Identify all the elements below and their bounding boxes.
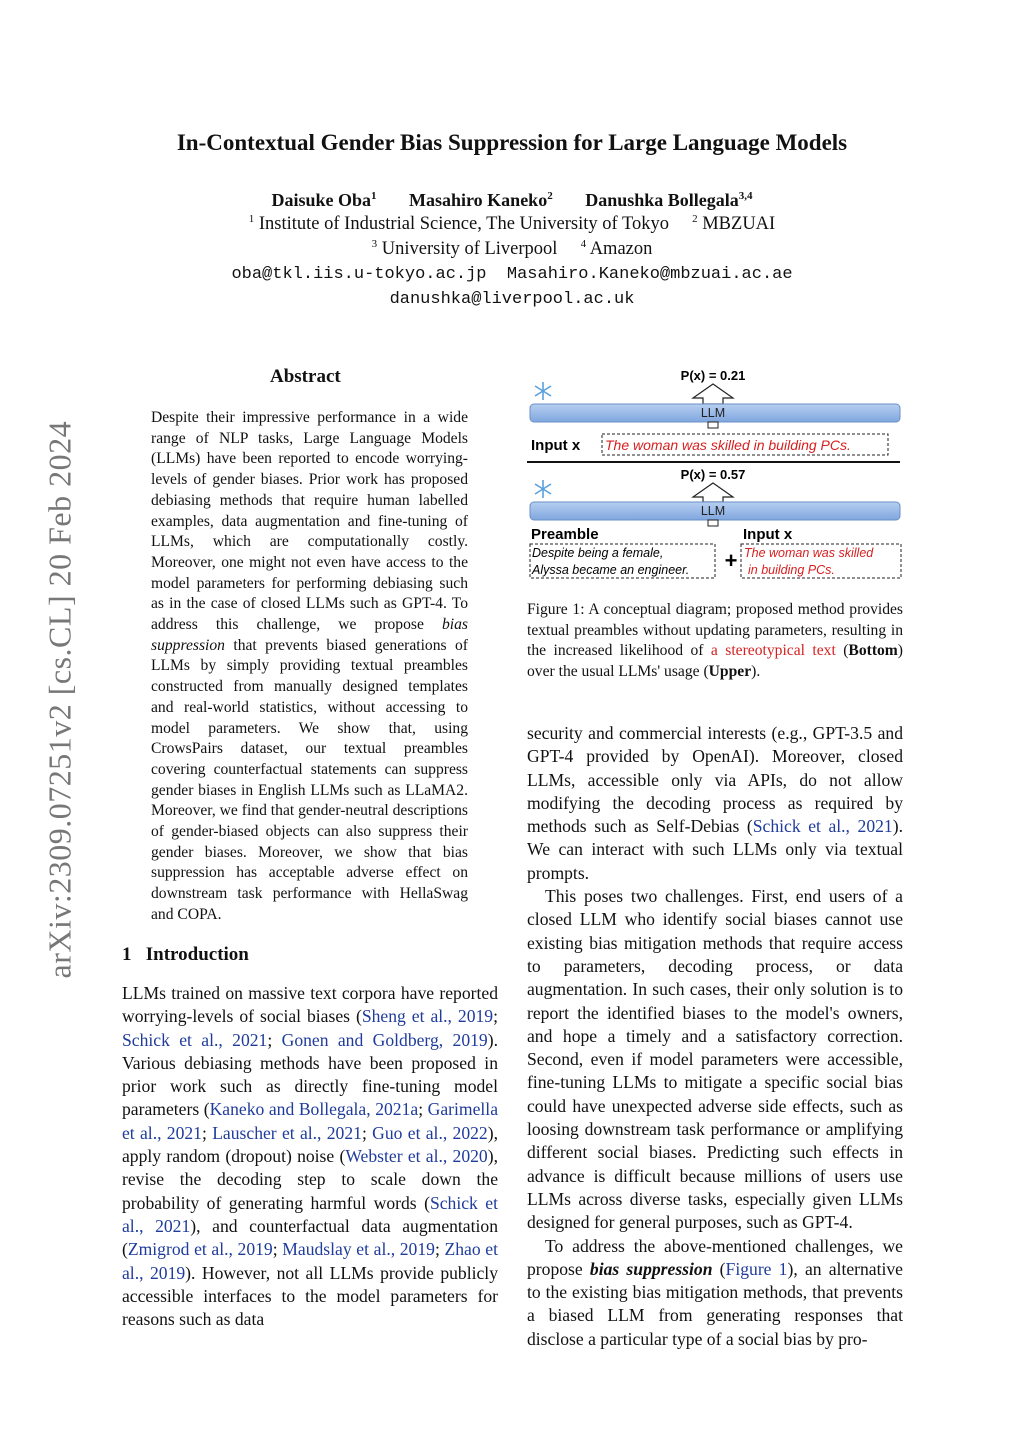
citation-link[interactable]: Zmigrod et al., 2019 <box>127 1239 273 1260</box>
abstract-body: Despite their impressive performance in a wide range of NLP tasks, Large Language Models (LLMs) have been reported to encode worrying-levels of gender biases. Prior work has proposed debiasing methods that require human labelled examples, data augmentation and fine-tuning of LLMs, which are computationally costly. Moreover, one might not even have access to the model parameters for performing debiasing such as in the case of closed LLMs such as GPT-4. To address this challenge, we propose bias suppression that prevents biased generations of LLMs by simply providing textual preambles constructed from manually designed templates and real-world statistics, without accessing to model parameters. We show that, using CrowsPairs dataset, our textual preambles covering counterfactual statements can suppress gender biases in English LLMs such as LLaMA2. Moreover, we find that gender-neutral descriptions of gender-biased objects can also suppress their gender biases. Moreover, we show that bias suppression has acceptable adverse effect on downstream task performance with HellaSwag and COPA. <box>151 409 468 923</box>
lower-probability: P(x) = 0.57 <box>680 467 746 482</box>
citation-link[interactable]: Schick et al., 2021 <box>122 1192 498 1236</box>
connector <box>708 422 718 428</box>
up-arrow-icon <box>693 384 733 404</box>
input-label: Input x <box>531 437 581 454</box>
citation-link[interactable]: Garimella et al., 2021 <box>122 1099 498 1143</box>
input-line: The woman was skilled <box>744 546 874 560</box>
paragraph: This poses two challenges. First, end users of a closed LLM who identify social biases cannot use existing bias mitigation methods that require access to parameters, decoding process, or data augmentation. In such cases, their only solution is to report the identified biases to the model's owners, and hope a timely and a satisfactory correction. Second, even if model parameters were accessible, fine-tuning LLMs to mitigate a specific social bias could have unexpected adverse side effects, such as loosing downstream task performance or amplifying different social biases. Predicting such effects in advance is difficult because millions of users use LLMs across diverse tasks, especially given LLMs designed for general purposes, such as GPT-4. <box>527 886 903 1233</box>
figure-1-diagram <box>527 364 907 589</box>
citation-link[interactable]: Lauscher et al., 2021 <box>212 1122 362 1143</box>
citation-link[interactable]: Maudslay et al., 2019 <box>282 1239 435 1260</box>
input-label: Input x <box>743 526 793 543</box>
figure-reference-link[interactable]: Figure 1 <box>725 1258 788 1279</box>
arxiv-stamp: arXiv:2309.07251v2 [cs.CL] 20 Feb 2024 <box>41 420 78 979</box>
affiliation-line-1: $^1$ Institute of Industrial Science, The University of Tokyo $^2$ MBZUAI <box>248 212 776 234</box>
author-emails[interactable]: oba@tkl.iis.u-tokyo.ac.jp Masahiro.Kaneko@mbzuai.ac.ae <box>231 265 793 284</box>
intro-paragraph: LLMs trained on massive text corpora have reported worrying-levels of social biases (Sheng et al., 2019; Schick et al., 2021; Gonen and Goldberg, 2019). Various debiasing methods have been proposed in prior work such as directly fine-tuning model parameters (Kaneko and Bollegala, 2021a; Garimella et al., 2021; Lauscher et al., 2021; Guo et al., 2022), apply random (dropout) noise (Webster et al., 2020), revise the decoding step to scale down the probability of generating harmful words (Schick et al., 2021), and counterfactual data augmentation (Zmigrod et al., 2019; Maudslay et al., 2019; Zhao et al., 2019). However, not all LLMs provide publicly accessible interfaces to the model parameters for reasons such as data <box>122 983 498 1330</box>
author: Danushka Bollegala$^{3,4}$ <box>585 190 753 210</box>
snowflake-icon <box>535 382 551 400</box>
citation-link[interactable]: Schick et al., 2021 <box>752 816 893 837</box>
paragraph: To address the above-mentioned challenges, we propose bias suppression (Figure 1), an alternative to the existing bias mitigation methods, that prevents a biased LLM from generating responses that disclose a particular type of a social bias by pro- <box>527 1235 903 1349</box>
llm-label: LLM <box>700 504 726 518</box>
author: Masahiro Kaneko$^2$ <box>409 190 553 210</box>
paragraph: security and commercial interests (e.g., GPT-3.5 and GPT-4 provided by OpenAI). Moreover, closed LLMs, accessible only via APIs, do not allow modifying the decoding process as required by methods such as Self-Debias (Schick et al., 2021). We can interact with such LLMs only via textual prompts. <box>527 723 903 883</box>
citation-link[interactable]: Gonen and Goldberg, 2019 <box>281 1029 488 1050</box>
citation-link[interactable]: Guo et al., 2022 <box>372 1122 488 1143</box>
citation-link[interactable]: Webster et al., 2020 <box>345 1146 488 1167</box>
abstract-heading: Abstract <box>270 366 341 387</box>
paper-title: In-Contextual Gender Bias Suppression for Large Language Models <box>176 130 848 155</box>
preamble-line: Alyssa became an engineer. <box>532 563 690 577</box>
citation-link[interactable]: Sheng et al., 2019 <box>361 1006 494 1027</box>
preamble-line: Despite being a female, <box>532 546 664 560</box>
up-arrow-icon <box>693 483 733 502</box>
citation-link[interactable]: Schick et al., 2021 <box>122 1029 268 1050</box>
author-email[interactable]: danushka@liverpool.ac.uk <box>389 290 635 309</box>
llm-label: LLM <box>700 406 726 420</box>
figure-caption: Figure 1: A conceptual diagram; proposed method provides textual preambles without updating parameters, resulting in the increased likelihood of a stereotypical text (Bottom) over the usual LLMs' usage (Upper). <box>527 601 903 681</box>
upper-probability: P(x) = 0.21 <box>680 368 746 383</box>
citation-link[interactable]: Zhao et al., 2019 <box>122 1239 498 1283</box>
author-list <box>0 190 1024 211</box>
preamble-label: Preamble <box>531 526 599 543</box>
snowflake-icon <box>535 480 551 498</box>
citation-link[interactable]: Kaneko and Bollegala, 2021a <box>209 1099 419 1120</box>
plus-sign: + <box>724 548 738 573</box>
author: Daisuke Oba$^1$ <box>271 190 377 210</box>
section-heading: 1 Introduction <box>122 944 249 965</box>
right-column-text <box>527 722 903 1351</box>
input-text: The woman was skilled in building PCs. <box>605 437 851 453</box>
input-line: in building PCs. <box>748 563 835 577</box>
affiliation-line-2: $^3$ University of Liverpool $^4$ Amazon <box>371 237 653 259</box>
connector <box>708 520 718 526</box>
